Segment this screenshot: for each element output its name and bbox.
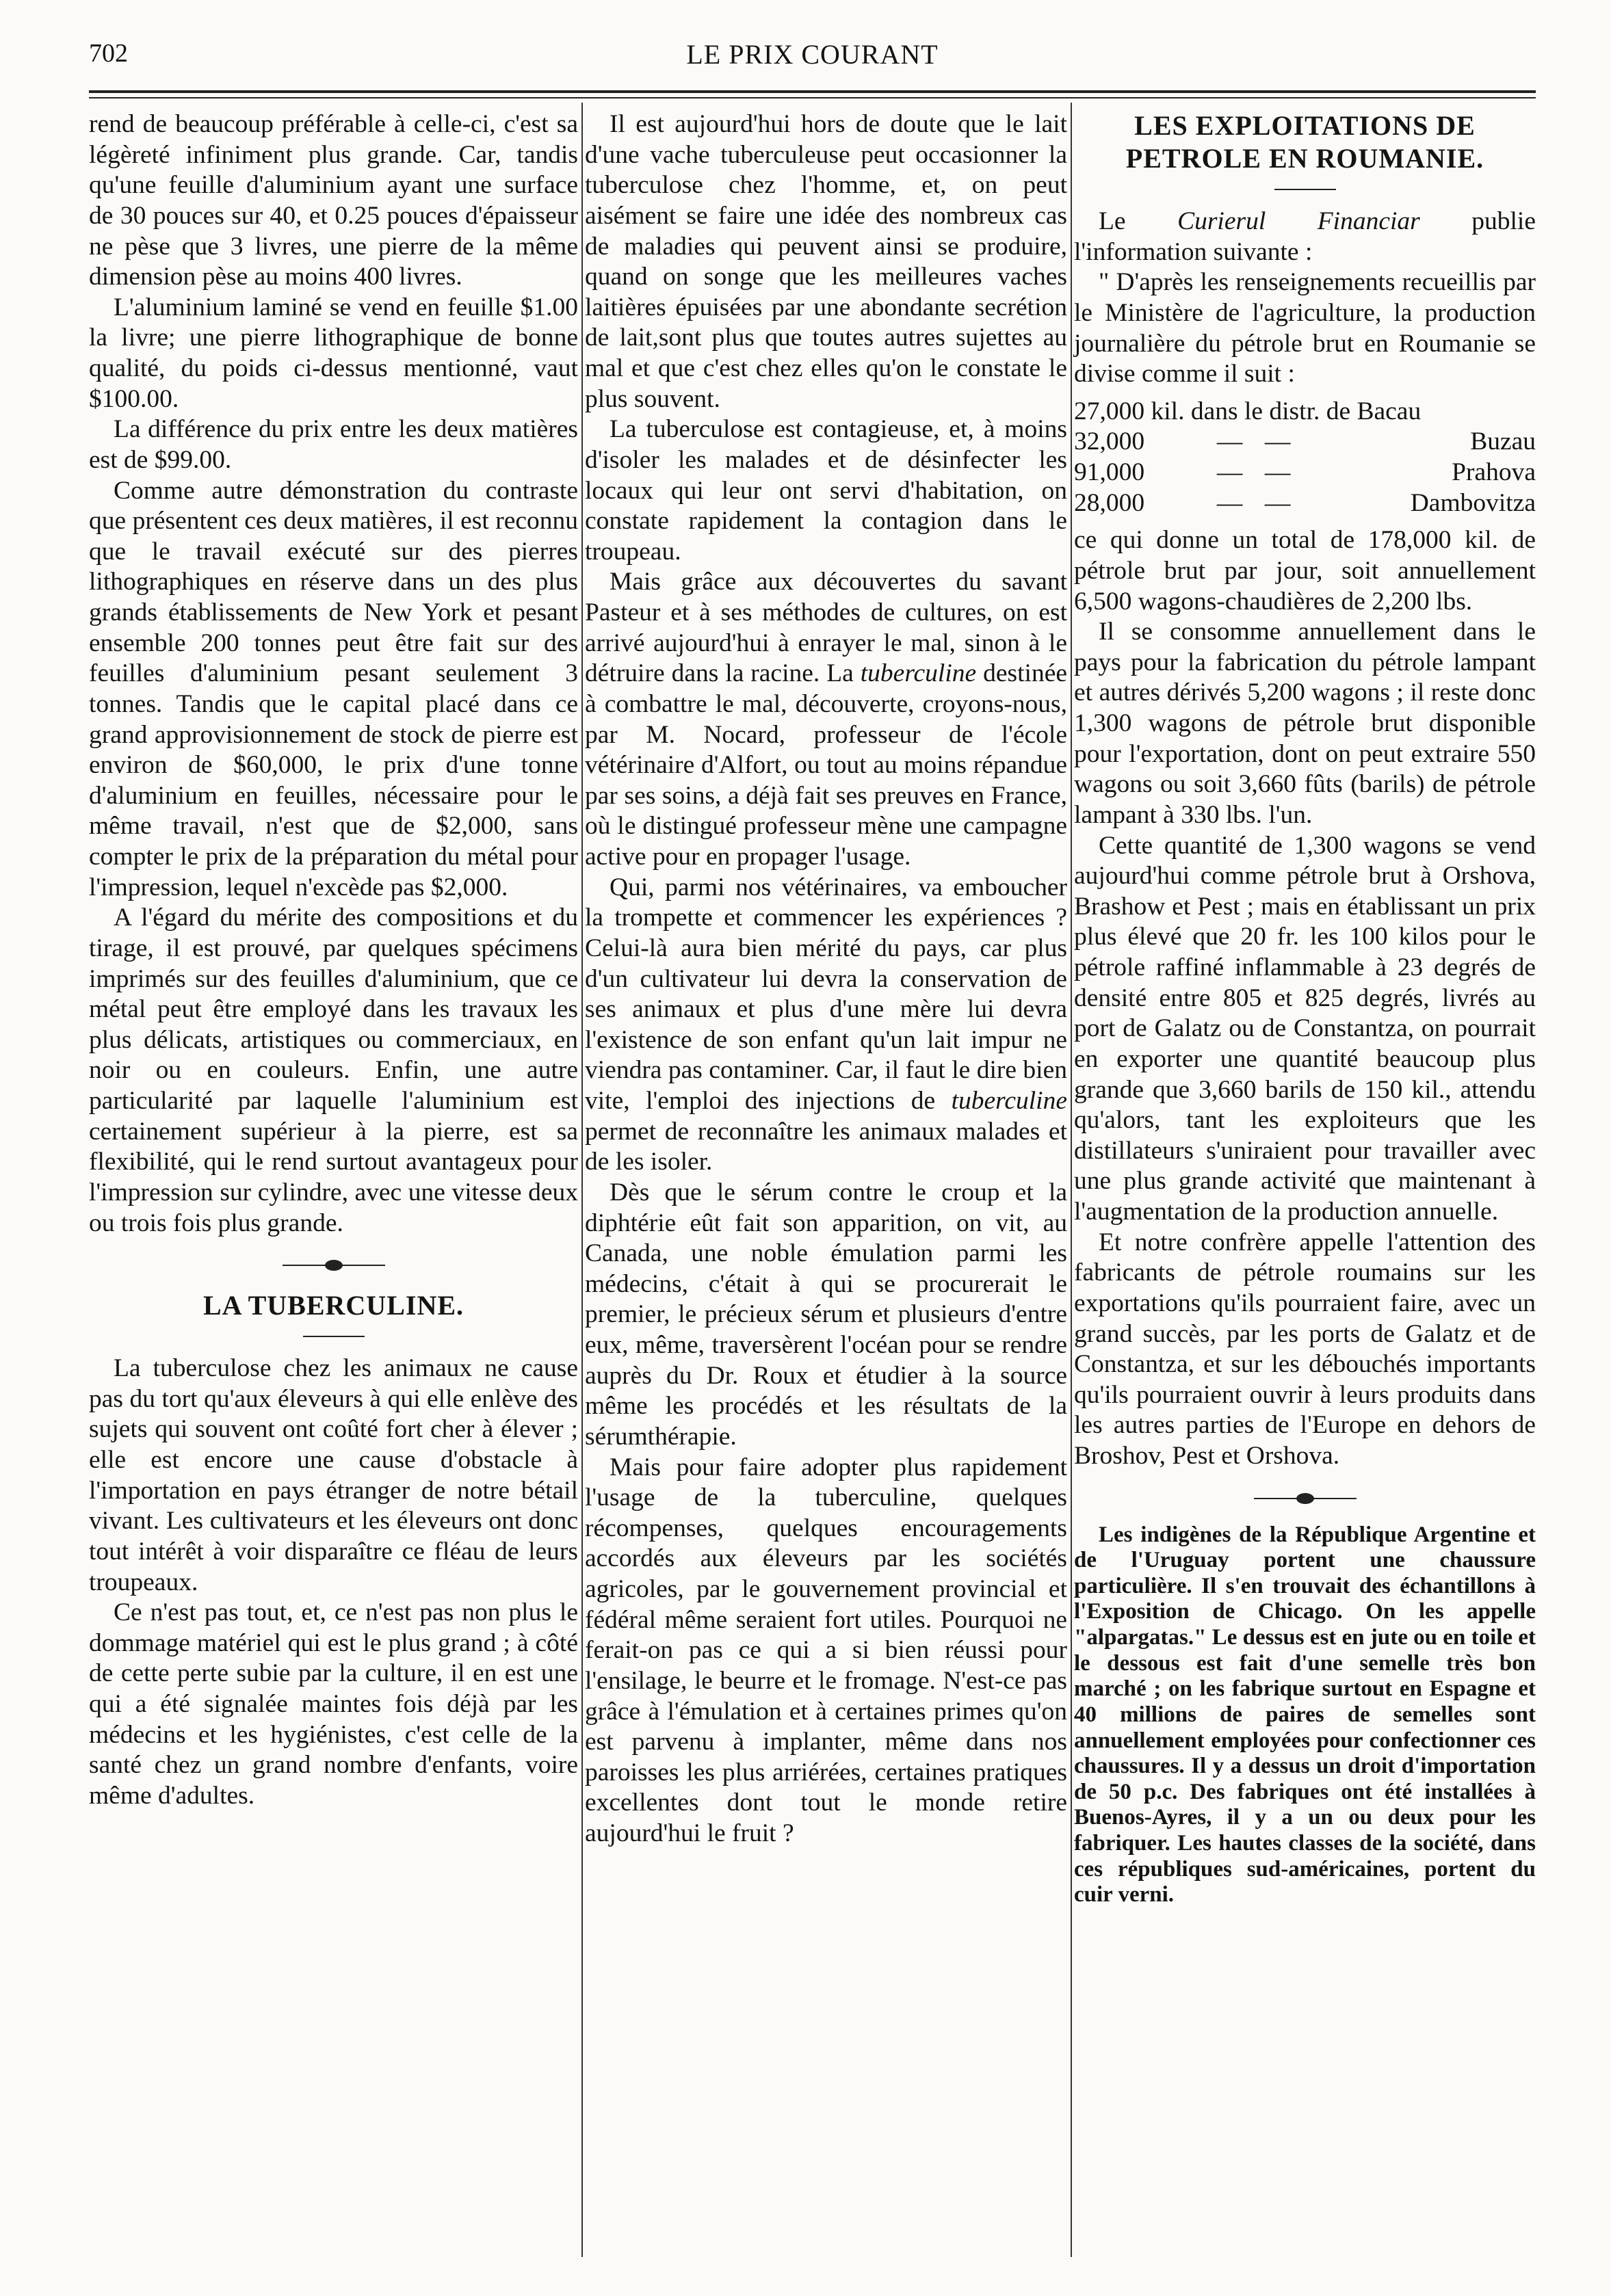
column-3 — [1074, 109, 1536, 1908]
paragraph: La tuberculose chez les animaux ne cause pas du tort qu'aux éleveurs à qui elle enlève des sujets qui souvent ont coûté fort cher à élever ; elle est encore une cause d'obstacle à l'importation en pays étranger de notre bétail vivant. Les cultivateurs et les éleveurs ont donc tout intérêt à voir disparaître ce fléau de leurs troupeaux. — [89, 1354, 578, 1596]
column-2 — [585, 109, 1067, 1849]
paragraph: rend de beaucoup préférable à celle-ci, c'est sa légèreté infiniment plus grande. Car, tandis qu'une feuille d'aluminium ayant une surface de 30 pouces sur 40, et 0.25 pouces d'épaisseur ne pèse que 3 livres, une pierre de la même dimension pèse au moins 400 livres. — [89, 110, 578, 291]
table-cell: 27,000 kil. dans le distr. de Bacau — [1074, 397, 1422, 425]
column-divider-1 — [581, 103, 583, 2257]
paragraph: La différence du prix entre les deux matières est de $99.00. — [89, 415, 578, 474]
table-cell: 32,000 — [1074, 427, 1145, 456]
section-ornament — [283, 1258, 385, 1273]
column-divider-2 — [1071, 103, 1072, 2257]
header-rule-thin — [89, 97, 1536, 98]
paragraph: Il se consomme annuellement dans le pays pour la fabrication du pétrole lampant et autres dérivés 5,200 wagons ; il reste donc 1,300 wagons de pétrole brut disponible pour l'exportation, dont on peut extraire 550 wagons ou soit 3,660 fûts (barils) de pétrole lampant à 330 lbs. l'un. — [1074, 618, 1536, 829]
table-cell: 91,000 — [1074, 458, 1145, 486]
table-row — [1074, 488, 1536, 519]
paragraph: Ce n'est pas tout, et, ce n'est pas non plus le dommage matériel qui est le plus grand ; à côté de cette perte subie par la culture, il en est une qui a été signalée maintes fois déjà par les médecins et les hygiénistes, c'est celle de la santé chez un grand nombre d'enfants, voire même d'adultes. — [89, 1598, 578, 1810]
paragraph: Il est aujourd'hui hors de doute que le lait d'une vache tuberculeuse peut occasionner la tuberculose chez l'homme, et, on peut aisément se faire une idée des nombreux cas de maladies qui peuvent ainsi se produire, quand on songe que les meilleures vaches laitières épuisées par une abondante secrétion de lait,sont plus que toutes autres sujettes au mal et que c'est chez elles qu'on le constate le plus souvent. — [585, 110, 1067, 413]
column-1 — [89, 109, 578, 1812]
page-number: 702 — [89, 39, 128, 68]
publication-name: Curierul Financiar — [1177, 207, 1420, 235]
paragraph: A l'égard du mérite des compositions et du tirage, il est prouvé, par quelques spécimens imprimés sur des feuilles d'aluminium, que ce métal peut être employé dans les travaux les plus délicats, artistiques ou commerciaux, en noir ou en couleurs. Enfin, une autre particularité par laquelle l'aluminium est certainement supérieur à la pierre, est sa flexibilité, qui le rend surtout avantageux pour l'impression sur cylindre, avec une vitesse deux ou trois fois plus grande. — [89, 903, 578, 1237]
table-cell: Dambovitza — [1410, 488, 1536, 517]
paragraph: L'aluminium laminé se vend en feuille $1.00 la livre; une pierre lithographique de bonne qualité, du poids ci-dessus mentionné, vaut $100.00. — [89, 293, 578, 413]
table-cell: 28,000 — [1074, 488, 1145, 517]
paragraph: ce qui donne un total de 178,000 kil. de pétrole brut par jour, soit annuellement 6,500 wagons-chaudières de 2,200 lbs. — [1074, 526, 1536, 616]
page-header — [89, 38, 1536, 79]
brief-note — [1074, 1522, 1536, 1908]
article-heading: LES EXPLOITATIONS DE PETROLE EN ROUMANIE. — [1125, 110, 1484, 174]
table-cell: — — [1264, 488, 1291, 517]
header-rule-thick — [89, 90, 1536, 93]
paragraph: Qui, parmi nos vétérinaires, va emboucher la trompette et commencer les expériences ? Celui-là aura bien mérité du pays, car plus d'un cultivateur lui devra la conservation de ses animaux et plus d'une mère lui devra l'existence de son enfant qu'un lait impur ne viendra pas contaminer. Car, il faut le dire bien vite, l'emploi des injections de tuberculine permet de reconnaître les animaux malades et de les isoler. — [585, 873, 1067, 1176]
table-cell: — — [1264, 427, 1291, 456]
paragraph: Et notre confrère appelle l'attention des fabricants de pétrole roumains sur les exportations qu'ils pourraient faire, avec un grand succès, par les ports de Galatz et de Constantza, et sur les débouchés importants qu'ils pourraient ouvrir à leurs produits dans les autres parties de l'Europe en dehors de Broshov, Pest et Orshova. — [1074, 1228, 1536, 1470]
paragraph: Cette quantité de 1,300 wagons se vend aujourd'hui comme pétrole brut à Orshova, Brashow et Pest ; mais en établissant un prix plus élevé que 20 fr. les 100 kilos pour le pétrole raffiné inflammable à 23 degrés de densité entre 805 et 825 degrés, livrés au port de Galatz ou de Constantza, on pourrait en exporter une quantité beaucoup plus grande que 3,660 barils de 150 kil., attendu qu'alors, tant les exploiteurs que les distillateurs s'uniraient pour travailler avec une plus grande activité que maintenant à l'augmentation de la production annuelle. — [1074, 831, 1536, 1226]
paragraph: Dès que le sérum contre le croup et la diphtérie eût fait son apparition, on vit, au Canada, une noble émulation parmi les médecins, c'était à qui se procurerait le premier, le précieux sérum et plusieurs d'entre eux, même, traversèrent l'océan pour se rendre auprès du Dr. Roux et étudier à la source même les procédés et les résultats de la sérumthérapie. — [585, 1178, 1067, 1451]
section-ornament — [1254, 1491, 1357, 1506]
running-title: LE PRIX COURANT — [686, 39, 939, 70]
heading-rule — [1274, 189, 1336, 190]
table-row — [1074, 458, 1536, 488]
paragraph: La tuberculose est contagieuse, et, à moins d'isoler les malades et de désinfecter les locaux qui leur ont servi d'habitation, on constate rapidement la contagion dans le troupeau. — [585, 415, 1067, 566]
paragraph: Le Curierul Financiar publie l'information suivante : — [1074, 207, 1536, 266]
italic-term: tuberculine — [860, 659, 977, 688]
table-cell: — — [1264, 458, 1291, 486]
italic-term: tuberculine — [951, 1087, 1067, 1115]
table-cell: Buzau — [1470, 427, 1536, 456]
table-cell: Prahova — [1452, 458, 1536, 486]
paragraph: Mais pour faire adopter plus rapidement l'usage de la tuberculine, quelques récompenses, quelques encouragements accordés aux éleveurs par les sociétés agricoles, par le gouvernement provincial et fédéral même seraient fort utiles. Pourquoi ne ferait-on pas ce qui a si bien réussi pour l'ensilage, le beurre et le fromage. N'est-ce pas grâce à l'émulation et à certaines primes qu'on est parvenu à implanter, même dans nos paroisses les plus arriérées, certaines pratiques excellentes dont tout le monde retire aujourd'hui le fruit ? — [585, 1453, 1067, 1847]
table-cell: — — [1216, 488, 1243, 517]
paragraph: Les indigènes de la République Argentine et de l'Uruguay portent une chaussure particulière. Il s'en trouvait des échantillons à l'Exposition de Chicago. On les appelle "alpargatas." Le dessus est en jute ou en toile et le dessous est fait d'une semelle très bon marché ; on les fabrique surtout en Espagne et 40 millions de paires de semelles sont annuellement employées pour confectionner ces chaussures. Il y a dessus un droit d'importation de 50 p.c. Des fabriques ont été installées à Buenos-Ayres, il y a un ou deux pour les fabriquer. Les hautes classes de la société, dans ces républiques sud-américaines, portent du cuir verni. — [1074, 1522, 1536, 1908]
paragraph: Comme autre démonstration du contraste que présentent ces deux matières, il est reconnu que le travail exécuté sur des pierres lithographiques en réserve dans un des plus grands établissements de New York et pesant ensemble 200 tonnes peut être fait sur des feuilles d'aluminium pesant seulement 3 tonnes. Tandis que le capital placé dans ce grand approvisionnement de stock de pierre est environ de $60,000, le prix d'une tonne d'aluminium en feuilles, nécessaire pour le même travail, n'est que de $2,000, sans compter le prix de la préparation du métal pour l'impression, lequel n'excède pas $2,000. — [89, 476, 578, 901]
paragraph: Mais grâce aux découvertes du savant Pasteur et à ses méthodes de cultures, on est arrivé aujourd'hui à enrayer le mal, sinon à le détruire dans la racine. La tuberculine destinée à combattre le mal, découverte, croyons-nous, par M. Nocard, professeur de l'école vétérinaire d'Alfort, ou tout au moins répandue par ses soins, a déjà fait ses preuves en France, où le distingué professeur mène une campagne active pour en propager l'usage. — [585, 568, 1067, 871]
table-cell: — — [1216, 427, 1243, 456]
production-table — [1074, 397, 1536, 519]
heading-rule — [303, 1336, 365, 1337]
table-row — [1074, 397, 1536, 427]
article-heading: LA TUBERCULINE. — [202, 1290, 464, 1321]
table-cell: — — [1216, 458, 1243, 486]
table-row — [1074, 427, 1536, 458]
paragraph: " D'après les renseignements recueillis par le Ministère de l'agriculture, la production journalière du pétrole brut en Roumanie se divise comme il suit : — [1074, 268, 1536, 388]
